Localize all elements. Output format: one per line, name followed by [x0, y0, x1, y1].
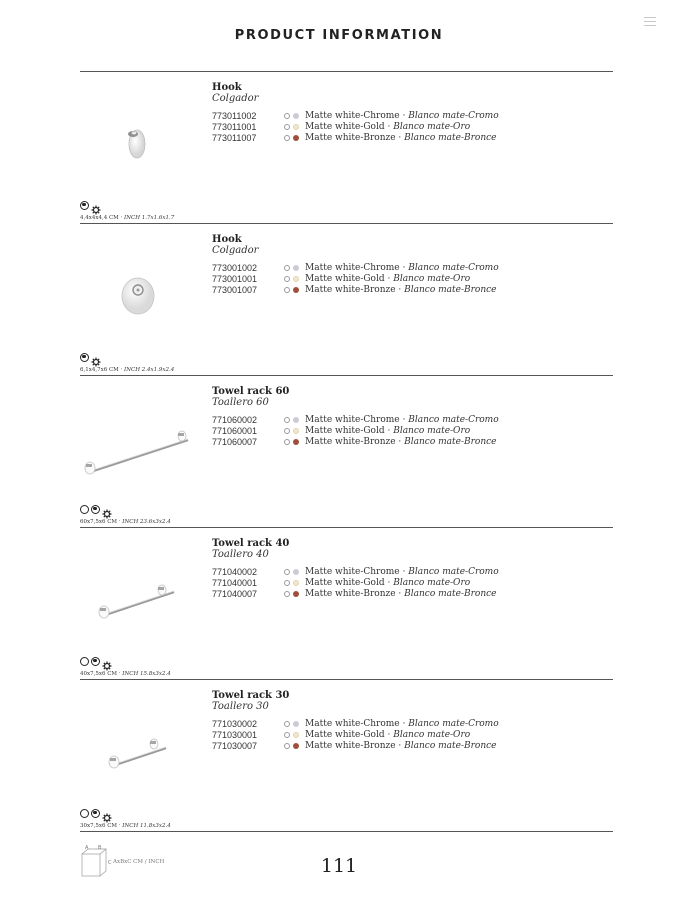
- variant-list: [212, 263, 552, 296]
- product-name-es: Colgador: [212, 93, 259, 104]
- finish-label-es: Blanco mate-Cromo: [408, 415, 499, 425]
- product-code: 771030001: [212, 730, 258, 740]
- variant-row: [212, 741, 552, 752]
- circle-icon: [80, 657, 89, 666]
- finish-label-es: Blanco mate-Bronce: [404, 133, 497, 143]
- product-code: 773011002: [212, 111, 257, 121]
- product-code: 771040007: [212, 589, 258, 599]
- circle-icon: [80, 809, 89, 818]
- target-icon: [91, 657, 100, 666]
- finish-label: Matte white-Bronze · Blanco mate-Bronce: [305, 133, 497, 143]
- feature-icons: [80, 352, 101, 362]
- product-code: 773001002: [212, 263, 258, 273]
- white-swatch-icon: [284, 428, 290, 434]
- variant-row: [212, 567, 552, 578]
- finish-label: Matte white-Bronze · Blanco mate-Bronce: [305, 741, 497, 751]
- variant-row: [212, 274, 552, 285]
- finish-label-es: Blanco mate-Oro: [393, 730, 471, 740]
- dimensions-inch: INCH 11.8x3x2.4: [122, 823, 171, 829]
- finish-label: Matte white-Chrome · Blanco mate-Cromo: [305, 263, 499, 273]
- legend-label-c: C: [108, 860, 112, 866]
- gear-icon: [102, 656, 112, 666]
- white-swatch-icon: [284, 591, 290, 597]
- bronze-swatch-icon: [293, 287, 299, 293]
- finish-label-es: Blanco mate-Cromo: [408, 111, 499, 121]
- legend-label-b: B: [98, 845, 102, 851]
- product-code: 771040001: [212, 578, 258, 588]
- bronze-swatch-icon: [293, 591, 299, 597]
- variant-row: [212, 730, 552, 741]
- product-image: [80, 244, 200, 344]
- product-block: [80, 528, 613, 680]
- product-name: Towel rack 40: [212, 538, 290, 549]
- finish-label-es: Blanco mate-Cromo: [408, 567, 499, 577]
- variant-row: [212, 578, 552, 589]
- product-name-es: Toallero 60: [212, 397, 269, 408]
- finish-label-es: Blanco mate-Oro: [393, 122, 471, 132]
- gear-icon: [102, 504, 112, 514]
- dimensions-inch: INCH 23.6x3x2.4: [122, 519, 171, 525]
- variant-list: [212, 719, 552, 752]
- finish-label: Matte white-Gold · Blanco mate-Oro: [305, 426, 471, 436]
- product-image: [80, 92, 200, 192]
- product-code: 771060007: [212, 437, 258, 447]
- dimensions: 4,4x4x4,4 CM · INCH 1.7x1.6x1.7: [80, 215, 175, 221]
- product-code: 773011001: [212, 122, 257, 132]
- target-icon: [91, 809, 100, 818]
- bronze-swatch-icon: [293, 439, 299, 445]
- variant-row: [212, 263, 552, 274]
- white-swatch-icon: [284, 265, 290, 271]
- product-name: Towel rack 30: [212, 690, 290, 701]
- gold-swatch-icon: [293, 276, 299, 282]
- menu-icon[interactable]: [644, 17, 656, 27]
- circle-icon: [80, 505, 89, 514]
- dimensions: 60x7,5x6 CM · INCH 23.6x3x2.4: [80, 519, 171, 525]
- product-block: [80, 224, 613, 376]
- white-swatch-icon: [284, 721, 290, 727]
- finish-label-es: Blanco mate-Oro: [393, 578, 471, 588]
- white-swatch-icon: [284, 743, 290, 749]
- variant-row: [212, 285, 552, 296]
- dimensions-inch: INCH 1.7x1.6x1.7: [124, 215, 175, 221]
- finish-label-es: Blanco mate-Bronce: [404, 741, 497, 751]
- finish-label: Matte white-Chrome · Blanco mate-Cromo: [305, 415, 499, 425]
- gear-icon: [91, 200, 101, 210]
- feature-icons: [80, 656, 112, 666]
- product-name-es: Toallero 40: [212, 549, 269, 560]
- finish-label: Matte white-Bronze · Blanco mate-Bronce: [305, 285, 497, 295]
- finish-label: Matte white-Bronze · Blanco mate-Bronce: [305, 437, 497, 447]
- finish-label-es: Blanco mate-Oro: [393, 274, 471, 284]
- white-swatch-icon: [284, 439, 290, 445]
- finish-label-es: Blanco mate-Oro: [393, 426, 471, 436]
- gear-icon: [102, 808, 112, 818]
- white-swatch-icon: [284, 135, 290, 141]
- page-title: PRODUCT INFORMATION: [234, 28, 444, 43]
- variant-row: [212, 122, 552, 133]
- finish-label-es: Blanco mate-Cromo: [408, 263, 499, 273]
- target-icon: [80, 201, 89, 210]
- product-code: 771030007: [212, 741, 258, 751]
- product-name: Hook: [212, 234, 242, 245]
- variant-row: [212, 437, 552, 448]
- variant-row: [212, 133, 552, 144]
- product-code: 771040002: [212, 567, 258, 577]
- product-image: [80, 700, 200, 800]
- bronze-swatch-icon: [293, 743, 299, 749]
- white-swatch-icon: [284, 113, 290, 119]
- chrome-swatch-icon: [293, 417, 299, 423]
- dimensions-inch: INCH 15.8x3x2.4: [122, 671, 171, 677]
- gold-swatch-icon: [293, 580, 299, 586]
- variant-row: [212, 589, 552, 600]
- product-code: 771060002: [212, 415, 258, 425]
- white-swatch-icon: [284, 580, 290, 586]
- dimensions: 6,1x4,7x6 CM · INCH 2.4x1.9x2.4: [80, 367, 175, 373]
- product-code: 771060001: [212, 426, 258, 436]
- product-code: 773011007: [212, 133, 257, 143]
- variant-row: [212, 719, 552, 730]
- product-block: [80, 680, 613, 832]
- product-image: [80, 396, 200, 496]
- product-name: Towel rack 60: [212, 386, 290, 397]
- finish-label: Matte white-Bronze · Blanco mate-Bronce: [305, 589, 497, 599]
- white-swatch-icon: [284, 276, 290, 282]
- finish-label: Matte white-Gold · Blanco mate-Oro: [305, 274, 471, 284]
- white-swatch-icon: [284, 569, 290, 575]
- finish-label-es: Blanco mate-Bronce: [404, 285, 497, 295]
- legend-label-a: A: [85, 845, 89, 851]
- gold-swatch-icon: [293, 124, 299, 130]
- legend-text: AxBxC CM / INCH: [113, 859, 165, 865]
- feature-icons: [80, 504, 112, 514]
- white-swatch-icon: [284, 287, 290, 293]
- bronze-swatch-icon: [293, 135, 299, 141]
- finish-label: Matte white-Chrome · Blanco mate-Cromo: [305, 719, 499, 729]
- target-icon: [91, 505, 100, 514]
- product-name: Hook: [212, 82, 242, 93]
- feature-icons: [80, 808, 112, 818]
- product-name-es: Colgador: [212, 245, 259, 256]
- finish-label-es: Blanco mate-Bronce: [404, 589, 497, 599]
- product-block: [80, 72, 613, 224]
- feature-icons: [80, 200, 101, 210]
- product-code: 773001007: [212, 285, 258, 295]
- product-image: [80, 548, 200, 648]
- variant-list: [212, 111, 552, 144]
- chrome-swatch-icon: [293, 265, 299, 271]
- gear-icon: [91, 352, 101, 362]
- finish-label-es: Blanco mate-Cromo: [408, 719, 499, 729]
- variant-row: [212, 426, 552, 437]
- product-code: 771030002: [212, 719, 258, 729]
- white-swatch-icon: [284, 417, 290, 423]
- product-divider: [80, 831, 613, 832]
- dimensions-inch: INCH 2.4x1.9x2.4: [124, 367, 175, 373]
- product-code: 773001001: [212, 274, 258, 284]
- product-name-es: Toallero 30: [212, 701, 269, 712]
- white-swatch-icon: [284, 732, 290, 738]
- target-icon: [80, 353, 89, 362]
- variant-list: [212, 567, 552, 600]
- gold-swatch-icon: [293, 428, 299, 434]
- chrome-swatch-icon: [293, 113, 299, 119]
- variant-row: [212, 415, 552, 426]
- white-swatch-icon: [284, 124, 290, 130]
- variant-row: [212, 111, 552, 122]
- chrome-swatch-icon: [293, 721, 299, 727]
- gold-swatch-icon: [293, 732, 299, 738]
- finish-label: Matte white-Gold · Blanco mate-Oro: [305, 730, 471, 740]
- product-block: [80, 376, 613, 528]
- page-number: 111: [320, 855, 358, 877]
- dimensions: 30x7,5x6 CM · INCH 11.8x3x2.4: [80, 823, 171, 829]
- finish-label: Matte white-Gold · Blanco mate-Oro: [305, 578, 471, 588]
- finish-label-es: Blanco mate-Bronce: [404, 437, 497, 447]
- finish-label: Matte white-Gold · Blanco mate-Oro: [305, 122, 471, 132]
- variant-list: [212, 415, 552, 448]
- finish-label: Matte white-Chrome · Blanco mate-Cromo: [305, 567, 499, 577]
- chrome-swatch-icon: [293, 569, 299, 575]
- dimensions: 40x7,5x6 CM · INCH 15.8x3x2.4: [80, 671, 171, 677]
- finish-label: Matte white-Chrome · Blanco mate-Cromo: [305, 111, 499, 121]
